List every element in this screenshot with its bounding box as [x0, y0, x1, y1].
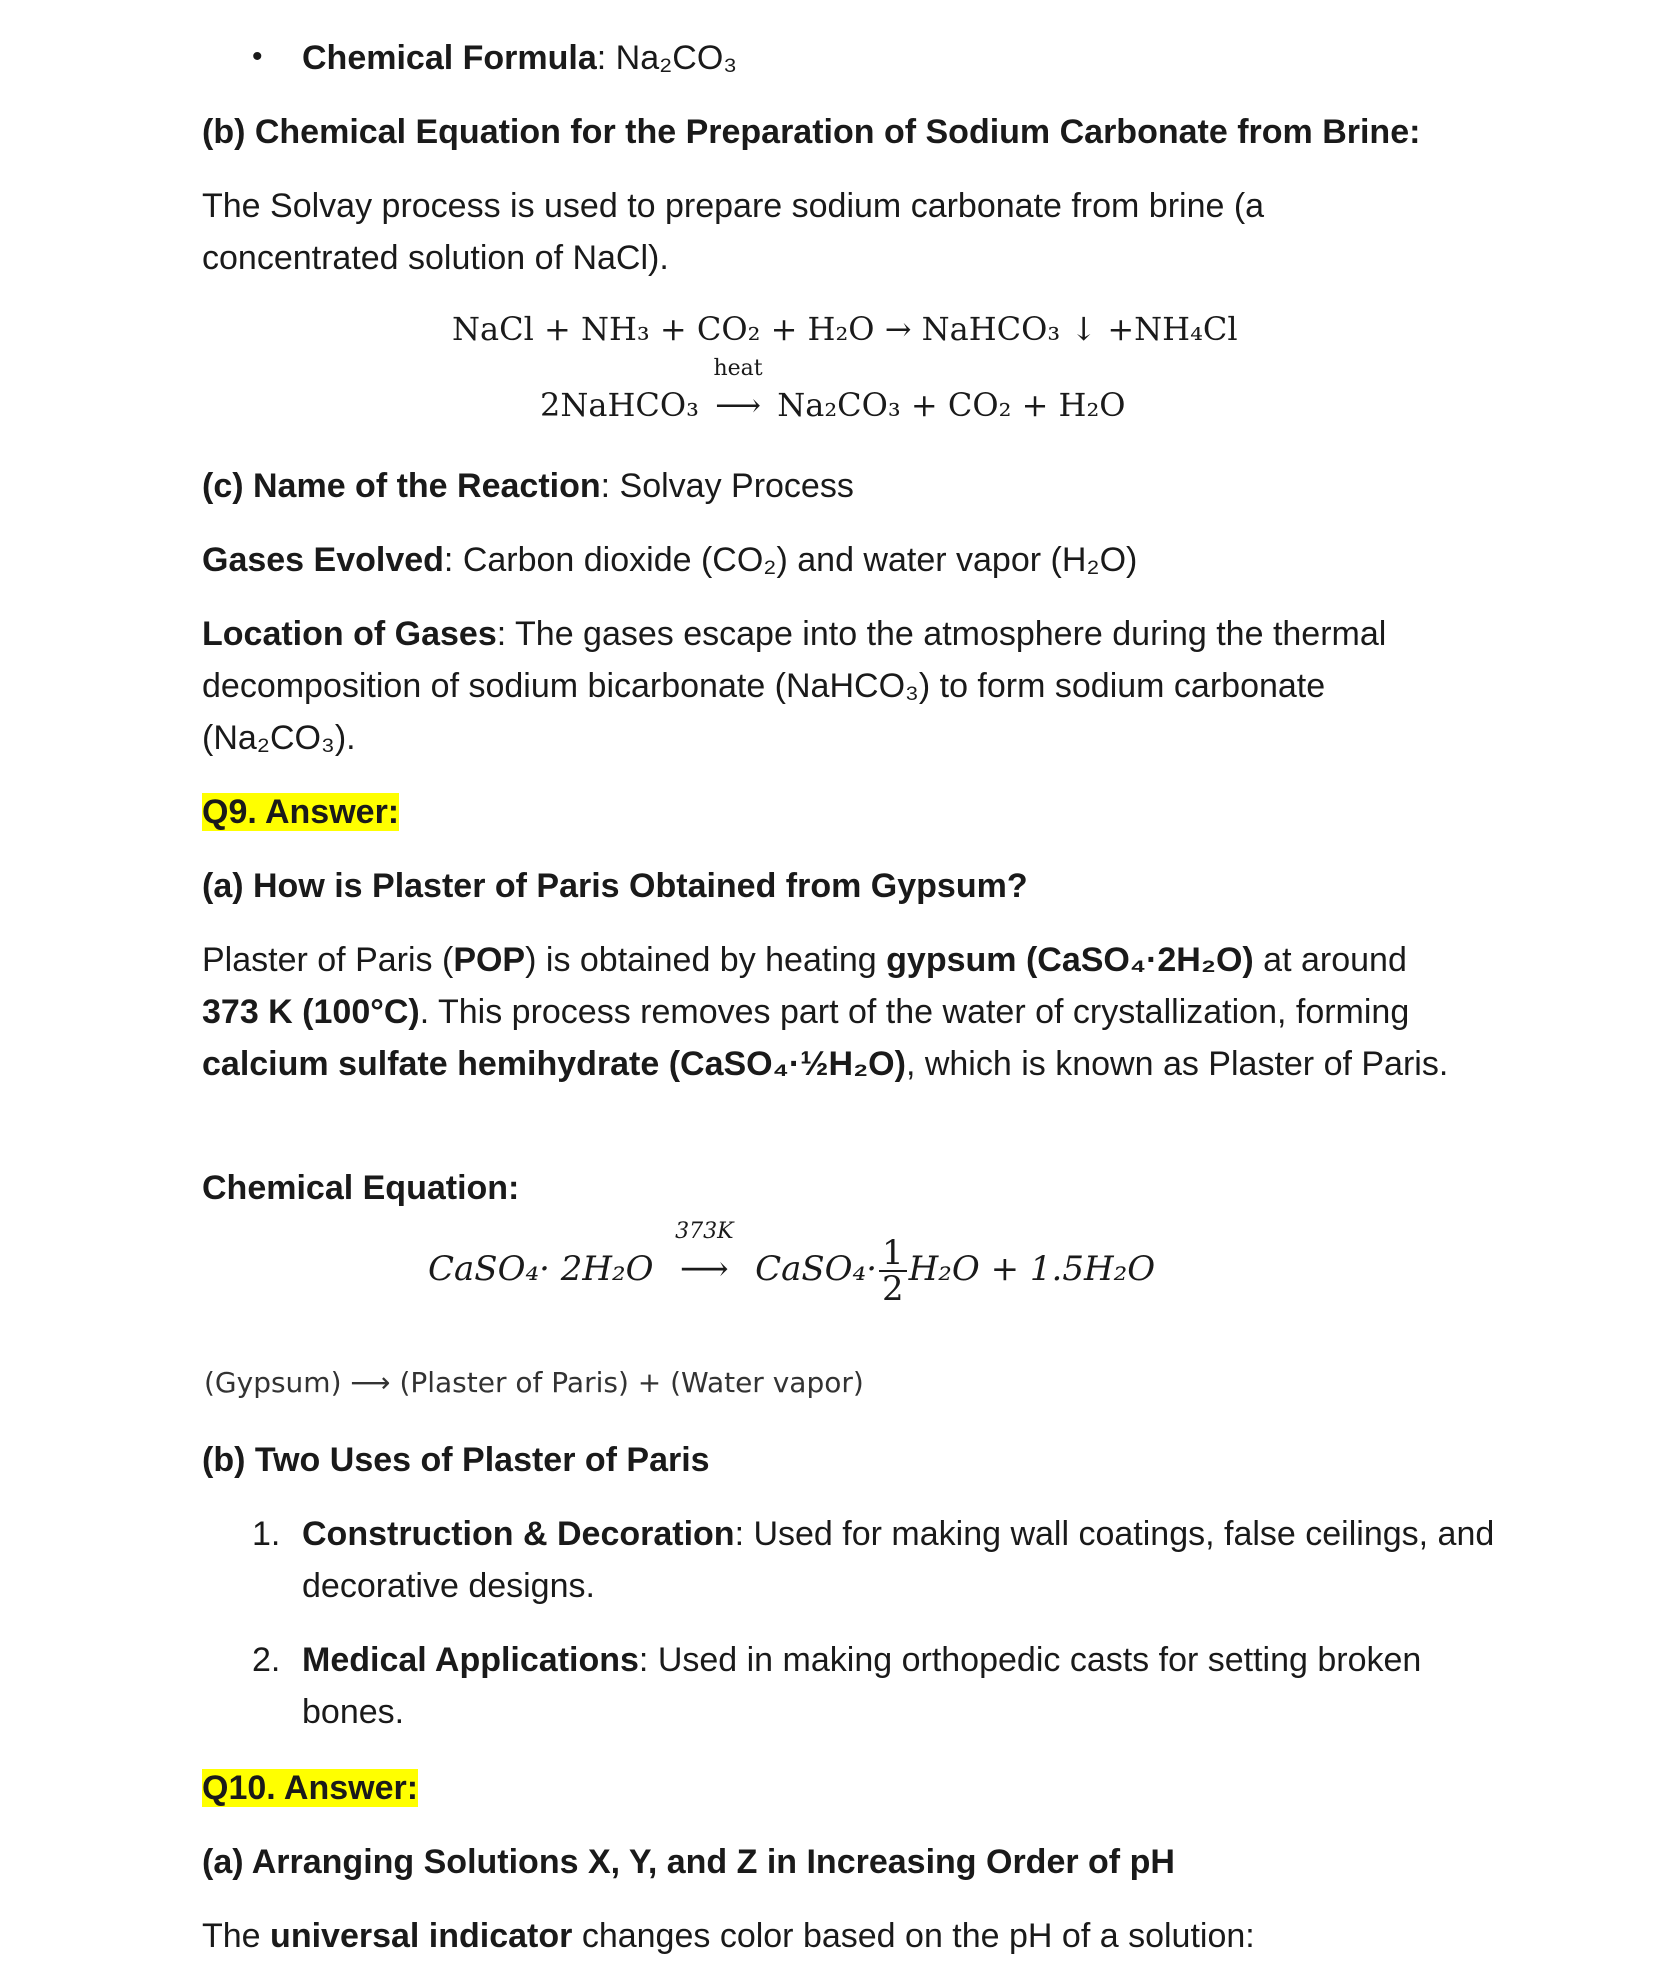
chemical-formula-line — [302, 32, 1602, 84]
pop-bold-2: gypsum (CaSO₄·2H₂O) — [886, 941, 1254, 979]
equation-solvay-step-1: NaCl + NH₃ + CO₂ + H₂O → NaHCO₃ ↓ +NH₄Cl — [452, 310, 1238, 348]
pop-bold-3: 373 K (100°C) — [202, 993, 420, 1031]
equation-solvay-step-2 — [540, 356, 1126, 424]
list-item — [252, 1508, 1502, 1612]
use-text: : Used in making orthopedic casts for setting broken bones. — [302, 1641, 1422, 1731]
chemical-formula-label: Chemical Formula — [302, 39, 597, 77]
list-item — [252, 1634, 1502, 1738]
pop-text-1: Plaster of Paris ( — [202, 941, 454, 979]
use-label: Medical Applications — [302, 1641, 639, 1679]
temperature-arrow-label: 373K — [675, 1219, 734, 1244]
eq2-products: Na₂CO₃ + CO₂ + H₂O — [777, 386, 1126, 424]
reaction-name-value: : Solvay Process — [600, 467, 854, 505]
solvay-intro-paragraph: The Solvay process is used to prepare sodium carbonate from brine (a concentrated solution of NaCl). — [202, 187, 1265, 277]
pop-bold-4: calcium sulfate hemihydrate (CaSO₄·½H₂O) — [202, 1045, 906, 1083]
q9-answer-label — [202, 786, 1502, 838]
q10-answer-label — [202, 1762, 1502, 1814]
indicator-paragraph — [202, 1910, 1502, 1962]
list-number: 2. — [252, 1641, 281, 1679]
pop-text-2: ) is obtained by heating — [525, 941, 887, 979]
indicator-text-1: The — [202, 1917, 271, 1955]
heat-arrow: heat ⟶ — [709, 386, 767, 424]
equation-caption: (Gypsum) ⟶ (Plaster of Paris) + (Water vapor) — [204, 1366, 864, 1399]
use-label: Construction & Decoration — [302, 1515, 735, 1553]
q9a-heading: (a) How is Plaster of Paris Obtained from Gypsum? — [202, 867, 1028, 905]
one-half-fraction — [879, 1233, 907, 1309]
indicator-bold: universal indicator — [270, 1917, 573, 1955]
location-gases-value: : The gases escape into the atmosphere during the thermal decomposition of sodium bicarbonate (NaHCO₃) to form sodium carbonate (Na₂CO₃). — [202, 615, 1387, 757]
q10a-heading: (a) Arranging Solutions X, Y, and Z in Increasing Order of pH — [202, 1843, 1175, 1881]
section-b-heading: (b) Chemical Equation for the Preparation of Sodium Carbonate from Brine: — [202, 113, 1421, 151]
gases-evolved-line — [202, 534, 1502, 586]
eq3-product-1: CaSO₄· — [755, 1249, 877, 1289]
pop-text-4: . This process removes part of the water of crystallization, forming — [419, 993, 1410, 1031]
location-gases-label: Location of Gases — [202, 615, 497, 653]
temperature-arrow: 373K ⟶ — [664, 1249, 744, 1289]
fraction-numerator: 1 — [879, 1236, 907, 1272]
fraction-denominator: 2 — [882, 1269, 904, 1309]
q9-answer-highlight: Q9. Answer: — [202, 793, 400, 831]
q9b-heading: (b) Two Uses of Plaster of Paris — [202, 1441, 710, 1479]
bullet-dot: • — [252, 40, 263, 73]
eq2-reactant: 2NaHCO₃ — [540, 386, 699, 424]
list-number: 1. — [252, 1515, 281, 1553]
indicator-text-2: changes color based on the pH of a solution: — [572, 1917, 1255, 1955]
chemical-formula-value: : Na₂CO₃ — [596, 39, 738, 77]
eq3-reactant: CaSO₄· 2H₂O — [428, 1249, 654, 1289]
chemical-equation-label: Chemical Equation: — [202, 1169, 520, 1207]
pop-bold-1: POP — [453, 941, 526, 979]
pop-text-5: , which is known as Plaster of Paris. — [905, 1045, 1449, 1083]
pop-paragraph — [202, 934, 1472, 1090]
heat-arrow-label: heat — [713, 356, 763, 381]
reaction-name-label: (c) Name of the Reaction — [202, 467, 601, 505]
use-text: : Used for making wall coatings, false ceilings, and decorative designs. — [302, 1515, 1495, 1605]
equation-gypsum-to-pop — [428, 1219, 1156, 1309]
reaction-name-line — [202, 460, 1502, 512]
gases-evolved-label: Gases Evolved — [202, 541, 444, 579]
gases-evolved-value: : Carbon dioxide (CO₂) and water vapor (H₂O) — [443, 541, 1138, 579]
q10-answer-highlight: Q10. Answer: — [202, 1769, 419, 1807]
eq3-product-2: H₂O + 1.5H₂O — [908, 1249, 1156, 1289]
location-gases-paragraph — [202, 608, 1462, 764]
pop-text-3: at around — [1253, 941, 1407, 979]
